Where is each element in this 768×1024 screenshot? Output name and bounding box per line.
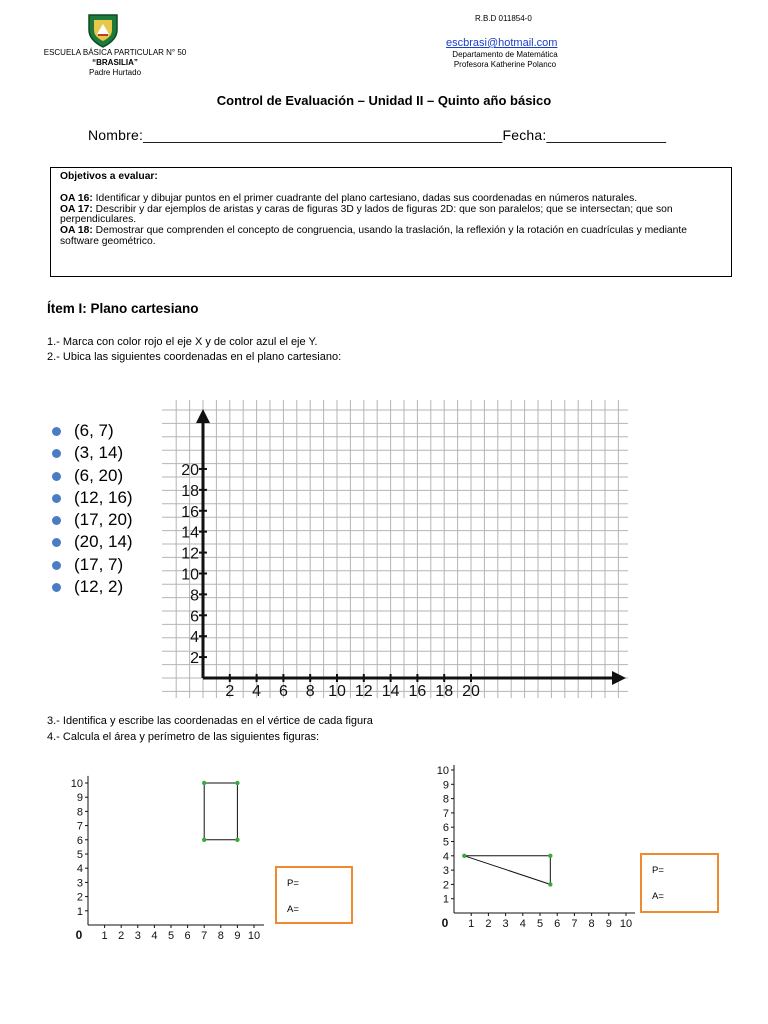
x-tick-label: 8	[217, 930, 224, 942]
email-link[interactable]: escbrasi@hotmail.com	[446, 37, 558, 49]
objective-item	[60, 205, 722, 227]
answer-box-2[interactable]	[640, 853, 719, 913]
y-axis-arrow	[196, 409, 210, 423]
area-label: A=	[287, 904, 299, 915]
objectives-box	[50, 167, 732, 277]
y-tick-label: 18	[181, 482, 199, 500]
objective-item	[60, 226, 722, 248]
x-tick-label: 3	[134, 930, 141, 942]
school-name: ESCUELA BÁSICA PARTICULAR N° 50	[43, 48, 187, 57]
vertex-dot	[548, 854, 552, 858]
document-title: Control de Evaluación – Unidad II – Quinto año básico	[216, 93, 552, 108]
rectangle-shape	[204, 783, 237, 840]
x-tick-label: 20	[462, 683, 480, 700]
y-tick-label: 6	[442, 822, 449, 835]
y-tick-label: 5	[76, 849, 83, 861]
name-date-line: Nombre:_____________________________________________Fecha:_______________	[88, 127, 667, 143]
area-label: A=	[652, 891, 664, 902]
perimeter-label: P=	[652, 865, 664, 876]
x-tick-label: 6	[554, 918, 561, 930]
question-2: 2.- Ubica las siguientes coordenadas en el plano cartesiano:	[47, 351, 342, 363]
x-tick-label: 2	[118, 930, 125, 942]
vertex-dot	[235, 838, 239, 842]
bullet-icon	[52, 538, 61, 547]
x-tick-label: 10	[328, 683, 346, 700]
origin-label: 0	[441, 916, 449, 930]
x-tick-label: 1	[468, 918, 475, 930]
x-tick-label: 18	[435, 683, 454, 700]
y-tick-label: 2	[442, 879, 449, 892]
y-tick-label: 8	[76, 806, 83, 819]
x-tick-label: 1	[101, 930, 108, 942]
cartesian-plane	[160, 398, 630, 703]
answer-box-1[interactable]	[275, 866, 353, 924]
teacher-name: Profesora Katherine Polanco	[453, 60, 557, 69]
x-tick-label: 5	[167, 930, 175, 942]
y-tick-label: 10	[436, 765, 449, 777]
vertex-dot	[235, 781, 239, 785]
bullet-icon	[52, 427, 61, 436]
bullet-icon	[52, 516, 61, 525]
perimeter-label: P=	[287, 878, 299, 889]
coordinate-text: (6, 20)	[74, 465, 124, 485]
y-tick-label: 2	[190, 650, 199, 668]
coordinate-item	[50, 442, 133, 464]
school-crest-logo	[85, 12, 121, 48]
coordinate-item	[50, 420, 133, 442]
x-tick-label: 14	[381, 683, 400, 700]
y-tick-label: 6	[190, 608, 199, 626]
figure-1-rectangle-plane	[60, 775, 270, 950]
rbd-code: R.B.D 011854-0	[475, 14, 532, 23]
vertex-dot	[202, 838, 206, 842]
objective-text: Identificar y dibujar puntos en el primer cuadrante del plano cartesiano, dadas sus coordenadas en números naturales.	[92, 192, 638, 204]
coordinate-text: (17, 20)	[74, 510, 133, 530]
y-tick-label: 7	[442, 807, 449, 820]
x-tick-label: 2	[485, 918, 492, 930]
y-tick-label: 16	[181, 503, 199, 521]
objectives-heading: Objetivos a evaluar:	[60, 171, 158, 182]
x-tick-label: 5	[536, 918, 544, 930]
bullet-icon	[52, 561, 61, 570]
objectives-list	[60, 194, 722, 248]
y-tick-label: 1	[442, 893, 449, 906]
x-tick-label: 10	[619, 918, 633, 930]
y-tick-label: 6	[76, 834, 83, 847]
y-tick-label: 8	[190, 587, 199, 605]
x-tick-label: 7	[571, 918, 578, 930]
y-tick-label: 9	[76, 792, 83, 805]
y-tick-label: 20	[181, 461, 199, 479]
x-tick-label: 4	[519, 918, 526, 930]
y-tick-label: 3	[442, 865, 449, 878]
coordinate-text: (12, 16)	[74, 487, 133, 507]
y-tick-label: 4	[76, 863, 83, 876]
y-tick-label: 7	[76, 820, 83, 833]
bullet-icon	[52, 449, 61, 458]
question-4: 4.- Calcula el área y perímetro de las siguientes figuras:	[47, 731, 320, 743]
y-tick-label: 2	[76, 891, 83, 904]
coordinate-text: (12, 2)	[74, 577, 124, 597]
triangle-shape	[464, 856, 550, 885]
x-tick-label: 4	[252, 683, 262, 700]
coordinate-list	[50, 420, 133, 598]
objective-text: Demostrar que comprenden el concepto de congruencia, usando la traslación, la reflexión y la rotación en cuadrículas y mediante software geométrico.	[60, 225, 687, 247]
y-tick-label: 8	[442, 793, 449, 806]
x-tick-label: 12	[354, 683, 373, 700]
objective-text: Describir y dar ejemplos de aristas y caras de figuras 3D y lados de figuras 2D: que son paralelos; que se intersectan; que son perpendiculares.	[60, 203, 673, 226]
item-title: Ítem I: Plano cartesiano	[47, 301, 199, 316]
school-nickname: “BRASILIA”	[92, 58, 138, 67]
origin-label: 0	[75, 928, 83, 942]
x-tick-label: 16	[408, 683, 427, 700]
y-tick-label: 9	[442, 779, 449, 792]
coordinate-text: (3, 14)	[74, 443, 124, 463]
department-name: Departamento de Matemática	[452, 50, 558, 59]
y-tick-label: 10	[70, 778, 83, 790]
objective-code: OA 18:	[60, 225, 93, 237]
x-tick-label: 4	[151, 930, 158, 942]
x-tick-label: 7	[201, 930, 208, 942]
objective-code: OA 16:	[60, 192, 93, 204]
y-tick-label: 12	[181, 545, 199, 563]
x-tick-label: 8	[588, 918, 595, 930]
coordinate-item	[50, 465, 133, 487]
x-tick-label: 10	[247, 930, 261, 942]
x-tick-label: 6	[278, 683, 288, 700]
question-1: 1.- Marca con color rojo el eje X y de color azul el eje Y.	[47, 336, 318, 348]
y-tick-label: 4	[190, 629, 199, 647]
x-tick-label: 9	[234, 930, 241, 942]
x-tick-label: 6	[184, 930, 191, 942]
x-tick-label: 8	[305, 683, 315, 700]
figure-2-triangle-plane	[420, 765, 635, 940]
y-tick-label: 10	[181, 566, 199, 584]
objective-code: OA 17:	[60, 203, 93, 215]
x-tick-label: 3	[502, 918, 509, 930]
y-tick-label: 1	[76, 905, 83, 918]
y-tick-label: 14	[181, 524, 199, 542]
coordinate-text: (17, 7)	[74, 554, 124, 574]
x-tick-label: 9	[605, 918, 612, 930]
coordinate-text: (6, 7)	[74, 421, 114, 440]
x-tick-label: 2	[225, 683, 235, 700]
bullet-icon	[52, 472, 61, 481]
coordinate-item	[50, 576, 133, 598]
vertex-dot	[462, 854, 466, 858]
school-name-block	[30, 48, 200, 78]
coordinate-item	[50, 531, 133, 553]
bullet-icon	[52, 583, 61, 592]
y-tick-label: 5	[442, 836, 449, 849]
y-tick-label: 4	[442, 850, 449, 863]
coordinate-item	[50, 487, 133, 509]
department-block	[440, 50, 570, 70]
y-tick-label: 3	[76, 877, 83, 890]
bullet-icon	[52, 494, 61, 503]
coordinate-item	[50, 509, 133, 531]
coordinate-item	[50, 554, 133, 576]
question-3: 3.- Identifica y escribe las coordenadas en el vértice de cada figura	[47, 715, 373, 727]
school-location: Padre Hurtado	[88, 68, 142, 77]
coordinate-text: (20, 14)	[74, 532, 133, 552]
vertex-dot	[548, 882, 552, 886]
vertex-dot	[202, 781, 206, 785]
x-axis-arrow	[612, 671, 626, 685]
